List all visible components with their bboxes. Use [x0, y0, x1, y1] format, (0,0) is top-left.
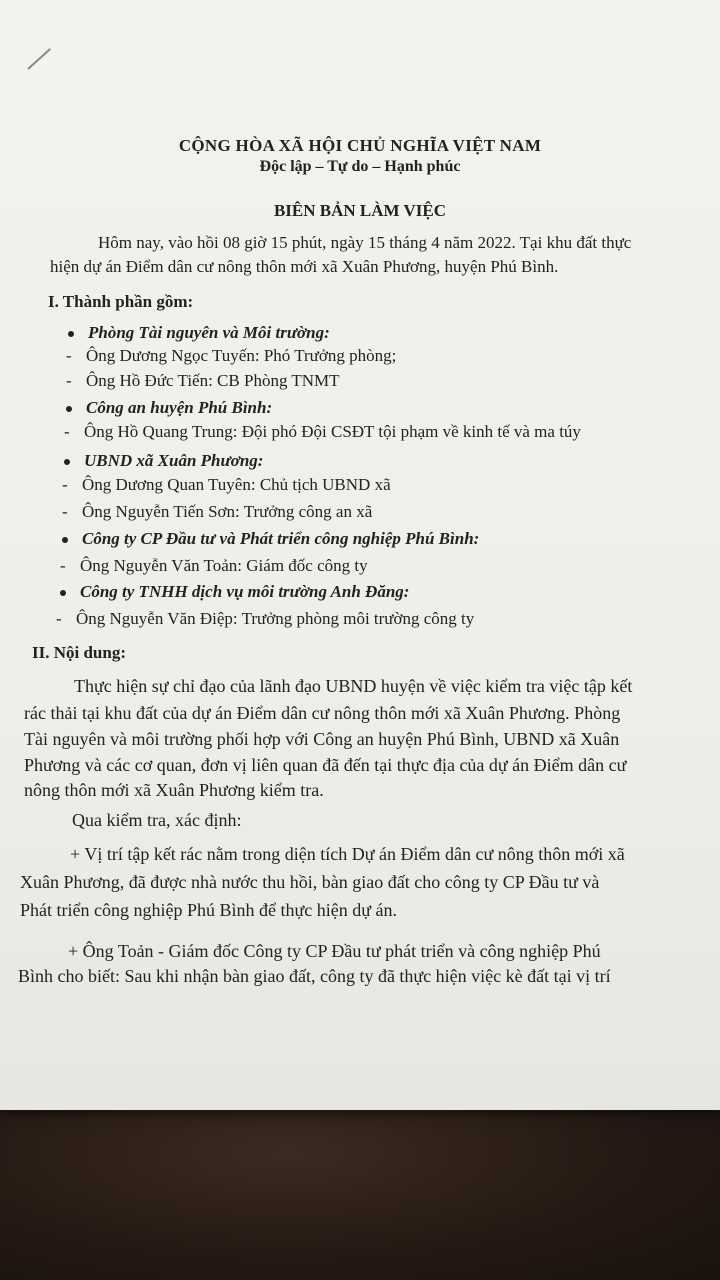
- motto-header: Độc lập – Tự do – Hạnh phúc: [259, 158, 461, 175]
- group-heading: [66, 398, 272, 418]
- content-line: Phát triển công nghiệp Phú Bình để thực hiện dự án.: [20, 900, 397, 920]
- member-text: Ông Nguyễn Văn Điệp: Trưởng phòng môi trường công ty: [76, 609, 475, 628]
- bullet-icon: [68, 331, 74, 337]
- content-line: Thực hiện sự chỉ đạo của lãnh đạo UBND huyện về việc kiểm tra việc tập kết: [74, 676, 633, 696]
- member-item: - Ông Hồ Đức Tiến: CB Phòng TNMT: [66, 371, 340, 390]
- content-line: + Ông Toản - Giám đốc Công ty CP Đầu tư phát triển và công nghiệp Phú: [68, 941, 601, 961]
- group-name: UBND xã Xuân Phương:: [84, 451, 264, 470]
- group-heading: [62, 529, 479, 549]
- content-line: Qua kiểm tra, xác định:: [72, 810, 242, 830]
- member-item: - Ông Dương Ngọc Tuyến: Phó Trưởng phòng;: [66, 346, 397, 365]
- intro-line-1: Hôm nay, vào hồi 08 giờ 15 phút, ngày 15 tháng 4 năm 2022. Tại khu đất thực: [98, 233, 632, 252]
- bullet-icon: [66, 406, 72, 412]
- member-text: Ông Hồ Quang Trung: Đội phó Đội CSĐT tội phạm về kinh tế và ma túy: [84, 422, 581, 441]
- member-item: - Ông Nguyễn Văn Toản: Giám đốc công ty: [60, 556, 368, 575]
- member-item: - Ông Nguyễn Văn Điệp: Trưởng phòng môi trường công ty: [56, 609, 475, 628]
- content-line: rác thải tại khu đất của dự án Điểm dân cư nông thôn mới xã Xuân Phương. Phòng: [24, 703, 621, 723]
- member-item: - Ông Nguyễn Tiến Sơn: Trưởng công an xã: [62, 502, 373, 521]
- section-1-title: I. Thành phần gồm:: [48, 292, 194, 311]
- content-line: + Vị trí tập kết rác nằm trong diện tích Dự án Điểm dân cư nông thôn mới xã: [70, 844, 625, 864]
- section-2-title: II. Nội dung:: [32, 643, 127, 662]
- group-name: Công ty CP Đầu tư và Phát triển công nghiệp Phú Bình:: [82, 529, 480, 548]
- content-line: Phương và các cơ quan, đơn vị liên quan đã đến tại thực địa của dự án Điểm dân cư: [24, 755, 627, 775]
- content-line: Xuân Phương, đã được nhà nước thu hồi, bàn giao đất cho công ty CP Đầu tư và: [20, 872, 600, 892]
- content-line: Bình cho biết: Sau khi nhận bàn giao đất, công ty đã thực hiện việc kè đất tại vị trí: [18, 966, 611, 986]
- group-heading: [60, 582, 409, 602]
- paper-crease: [27, 48, 51, 70]
- member-text: Ông Nguyễn Tiến Sơn: Trưởng công an xã: [82, 502, 373, 521]
- group-name: Công ty TNHH dịch vụ môi trường Anh Đăng:: [80, 582, 410, 601]
- bullet-icon: [62, 537, 68, 543]
- content-line: Tài nguyên và môi trường phối hợp với Công an huyện Phú Bình, UBND xã Xuân: [24, 729, 620, 749]
- background-table: [0, 1100, 720, 1280]
- group-heading: [64, 451, 263, 471]
- group-name: Phòng Tài nguyên và Môi trường:: [88, 323, 330, 342]
- member-text: Ông Dương Quan Tuyên: Chủ tịch UBND xã: [82, 475, 391, 494]
- bullet-icon: [60, 590, 66, 596]
- group-heading: [68, 323, 330, 343]
- bullet-icon: [64, 459, 70, 465]
- group-name: Công an huyện Phú Bình:: [86, 398, 273, 417]
- member-item: - Ông Hồ Quang Trung: Đội phó Đội CSĐT tội phạm về kinh tế và ma túy: [64, 422, 581, 441]
- member-item: - Ông Dương Quan Tuyên: Chủ tịch UBND xã: [62, 475, 391, 494]
- member-text: Ông Dương Ngọc Tuyến: Phó Trưởng phòng;: [86, 346, 397, 365]
- member-text: Ông Nguyễn Văn Toản: Giám đốc công ty: [80, 556, 368, 575]
- document-title: BIÊN BẢN LÀM VIỆC: [273, 201, 447, 220]
- member-text: Ông Hồ Đức Tiến: CB Phòng TNMT: [86, 371, 340, 390]
- country-header: CỘNG HÒA XÃ HỘI CHỦ NGHĨA VIỆT NAM: [178, 136, 542, 155]
- content-line: nông thôn mới xã Xuân Phương kiểm tra.: [24, 780, 324, 800]
- intro-line-2: hiện dự án Điểm dân cư nông thôn mới xã Xuân Phương, huyện Phú Bình.: [50, 257, 559, 276]
